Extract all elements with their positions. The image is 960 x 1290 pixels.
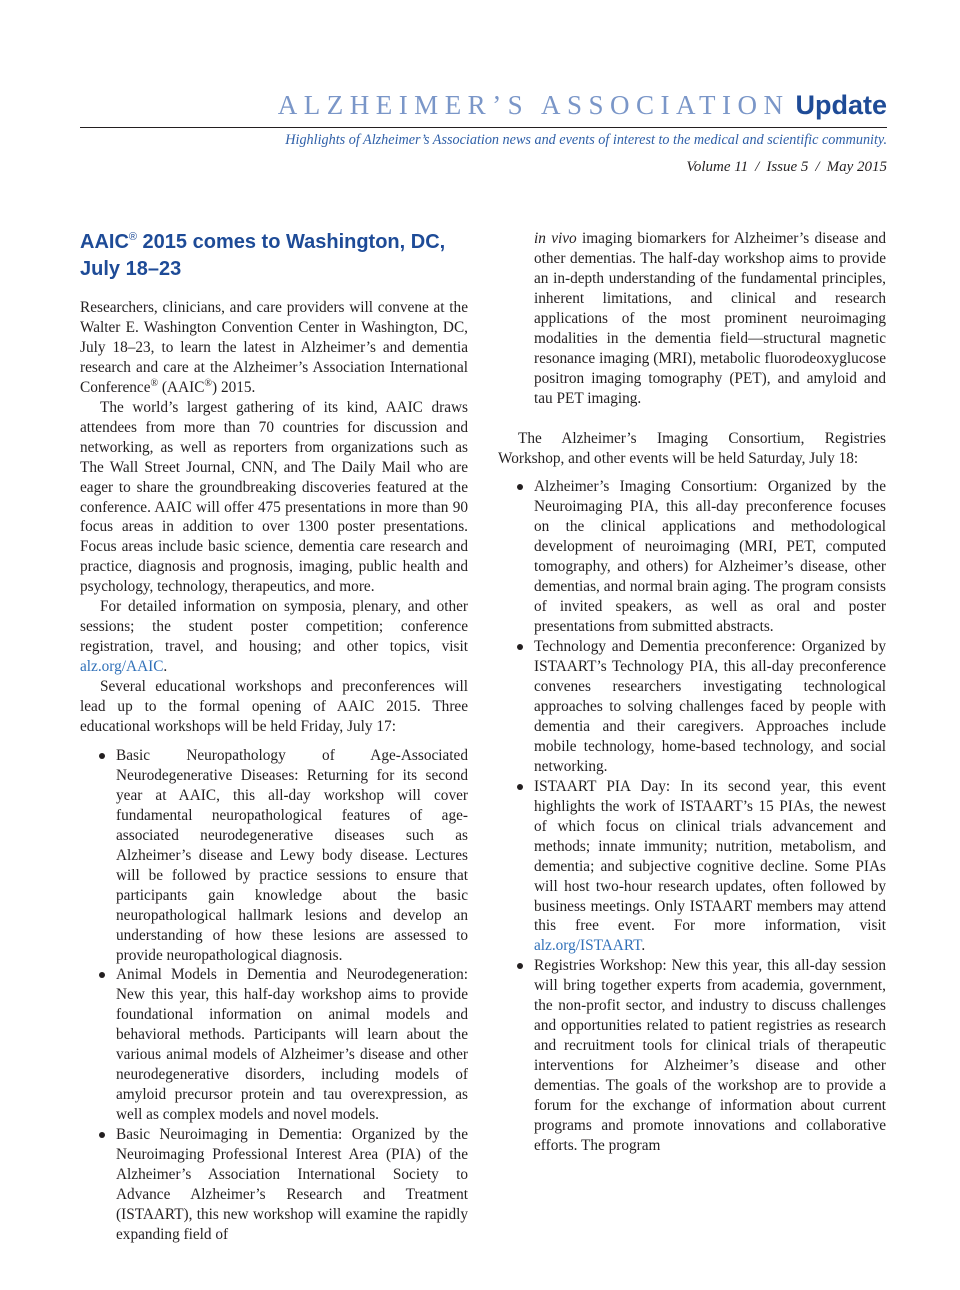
column-left	[80, 229, 468, 1245]
text: ) 2015.	[212, 378, 256, 396]
text: For detailed information on symposia, plenary, and other sessions; the student poster competition; conference registration, travel, and housing; and other topics, visit	[80, 598, 468, 656]
issue-date: May 2015	[826, 159, 887, 175]
issue-number: Issue 5	[766, 159, 809, 175]
workshop-list	[80, 746, 468, 1245]
bullet-icon	[99, 1132, 105, 1138]
spacer	[498, 409, 886, 429]
list-item	[116, 1125, 468, 1245]
text: Researchers, clinicians, and care providers will convene at the Walter E. Washington Convention Center in Washington, DC, July 18–23, to learn the latest in Alzheimer’s and dementia research and care at the Alzheimer’s Association International Conference	[80, 299, 468, 396]
istaart-link[interactable]: alz.org/ISTAART	[534, 937, 642, 955]
aaic-link[interactable]: alz.org/AAIC	[80, 658, 164, 676]
text: in vivo	[534, 230, 577, 247]
list-item	[534, 777, 886, 957]
bullet-icon	[99, 972, 105, 978]
paragraph-workshops-intro: Several educational workshops and preconferences will lead up to the formal opening of AAIC 2015. Three educational workshops will be held Friday, July 17:	[80, 678, 468, 736]
column-right	[498, 229, 886, 1156]
list-item-text: Technology and Dementia preconference: Organized by ISTAART’s Technology PIA, this all-day preconference convenes researchers investigating technological approaches to solving challenges faced by people with dementia and their caregivers. Approaches include mobile technology, home-based technology, and social networking.	[534, 638, 886, 775]
bullet-icon	[517, 644, 523, 650]
separator: /	[755, 159, 760, 175]
list-item-text: Animal Models in Dementia and Neurodegeneration: New this year, this half-day workshop aims to provide foundational information on animal models and behavioral methods. Participants will learn about the various animal models of Alzheimer’s disease and other neurodegenerative disorders, including models of amyloid precursor protein and tau overexpression, as well as complex models and novel models.	[116, 966, 468, 1124]
article-headline	[80, 229, 468, 283]
bullet-icon	[517, 784, 523, 790]
text: .	[163, 658, 168, 676]
paragraph-gathering: The world’s largest gathering of its kind, AAIC draws attendees from more than 70 countries for discussion and networking, as well as reporters from organizations such as The Wall Street Journal, CNN, and The Daily Mail who are eager to share the groundbreaking discoveries featured at the conference. AAIC will offer 475 presentations in more than 90 focus areas in addition to over 1300 poster presentations. Focus areas include basic science, dementia care research and practice, diagnosis and prognosis, imaging, public health and psychology, technology, therapeutics, and more.	[80, 398, 468, 596]
list-item	[534, 637, 886, 777]
headline-registered-mark: ®	[128, 231, 137, 243]
paragraph-events-intro: The Alzheimer’s Imaging Consortium, Registries Workshop, and other events will be held Saturday, July 18:	[498, 429, 886, 467]
list-item	[534, 956, 886, 1156]
brand-line	[80, 90, 887, 130]
separator: /	[815, 159, 820, 175]
event-list	[498, 477, 886, 1155]
list-item-text: Registries Workshop: New this year, this all-day session will bring together experts from academia, government, the non-profit sector, and industry to discuss challenges and opportunities related to patient registries as research and recruitment tools for clinical trials of therapeutic interventions for Alzheimer’s disease and other dementias. The goals of the workshop are to provide a forum for the exchange of information about current programs and promote innovations and collaborative efforts. The program	[534, 957, 886, 1154]
volume: Volume 11	[686, 159, 749, 175]
registered-mark: ®	[150, 377, 159, 389]
list-item	[116, 746, 468, 965]
text: imaging biomarkers for Alzheimer’s disease and other dementias. The half-day workshop aims to provide an in-depth understanding of the fundamental principles, inherent limitations, and clinical and research applications of the most prominent neuroimaging modalities in the dementia field—structural magnetic resonance imaging (MRI), metabolic fluorodeoxyglucose positron imaging tomography (PET), and amyloid and tau PET imaging.	[534, 230, 886, 407]
list-item	[116, 965, 468, 1125]
text: .	[641, 937, 646, 955]
list-item-text: ISTAART PIA Day: In its second year, this event highlights the work of ISTAART’s 15 PIAs, the newest of which focus on clinical trials advancement and methods; innate immunity; nutrition, metabolism, and dementia; and subjective cognitive decline. Some PIAs will host two-hour research updates, often followed by business meetings. Only ISTAART members may attend this free event. For more information, visit	[534, 777, 886, 935]
list-item-text: Alzheimer’s Imaging Consortium: Organized by the Neuroimaging PIA, this all-day preconference focuses on the clinical applications and methodological development of neuroimaging (MRI, PET, computed tomography, and others) for Alzheimer’s disease, other dementias, and normal brain aging. The program consists of invited speakers, as well as oral and poster presentations from submitted abstracts.	[534, 478, 886, 636]
masthead	[80, 90, 887, 175]
brand-update: Update	[795, 90, 887, 120]
masthead-rule	[80, 127, 887, 128]
bullet-icon	[517, 963, 523, 969]
tagline: Highlights of Alzheimer’s Association news and events of interest to the medical and scientific community.	[285, 132, 887, 148]
list-item-text: Basic Neuroimaging in Dementia: Organized by the Neuroimaging Professional Interest Area (PIA) of the Alzheimer’s Association International Society to Advance Alzheimer’s Research and Treatment (ISTAART), this new workshop will examine the rapidly expanding field of	[116, 1126, 468, 1243]
bullet-icon	[99, 753, 105, 759]
list-item-continued	[498, 229, 886, 409]
paragraph-details	[80, 597, 468, 677]
list-item	[534, 477, 886, 637]
list-item-text: Basic Neuropathology of Age-Associated Neurodegenerative Diseases: Returning for its second year at AAIC, this all-day workshop will cover fundamental neuropathological features of age-associated neurodegenerative diseases such as Alzheimer’s disease and Lewy body disease. Lectures will be followed by practice sessions to ensure that participants gain knowledge about the basic neuropathological hallmark lesions and develop an understanding of how these lesions are assessed to provide neuropathological diagnosis.	[116, 746, 468, 964]
text: (AAIC	[158, 378, 205, 396]
bullet-icon	[517, 484, 523, 490]
issue-info	[686, 159, 887, 176]
paragraph-intro	[80, 298, 468, 398]
headline-rest: 2015 comes to Washington, DC, July 18–23	[80, 231, 446, 280]
brand-name: ALZHEIMER’S ASSOCIATION	[277, 90, 790, 120]
registered-mark: ®	[204, 377, 213, 389]
headline-aaic: AAIC	[80, 231, 129, 253]
